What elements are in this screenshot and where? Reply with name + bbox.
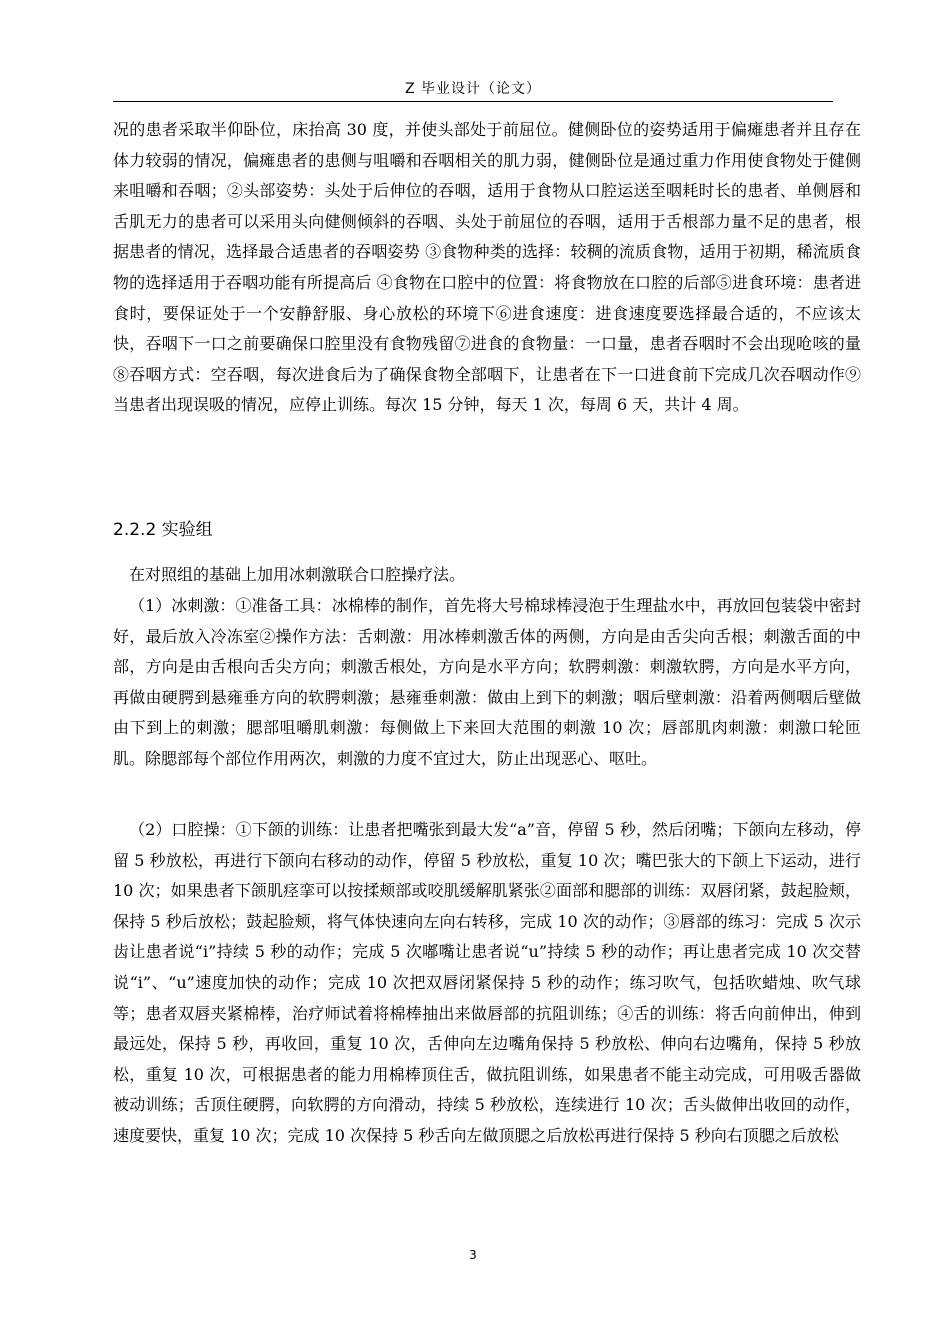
paragraph-text: 况的患者采取半仰卧位，床抬高 30 度，并使头部处于前屈位。健侧卧位的姿势适用于偏瘫患者并且存在体力较弱的情况，偏瘫患者的患侧与咀嚼和吞咽相关的肌力弱，健侧卧位是通过重力作用使食物处于健侧来咀嚼和吞咽；②头部姿势：头处于后伸位的吞咽，适用于食物从口腔运送至咽耗时长的患者、单侧唇和舌肌无力的患者可以采用头向健侧倾斜的吞咽、头处于前屈位的吞咽，适用于舌根部力量不足的患者，根据患者的情况，选择最合适患者的吞咽姿势 ③食物种类的选择：较稠的流质食物，适用于初期，稀流质食物的选择适用于吞咽功能有所提高后 ④食物在口腔中的位置：将食物放在口腔的后部⑤进食环境：患者进食时，要保证处于一个安静舒服、身心放松的环境下⑥进食速度：进食速度要选择最合适的，不应该太快，吞咽下一口之前要确保口腔里没有食物残留⑦进食的食物量：一口量，患者吞咽时不会出现呛咳的量⑧吞咽方式：空吞咽，每次进食后为了确保食物全部咽下，让患者在下一口进食前下完成几次吞咽动作⑨当患者出现误吸的情况，应停止训练。每次 15 分钟，每天 1 次，每周 6 天，共计 4 周。 <box>113 120 861 415</box>
paragraph-text: （2）口腔操：①下颌的训练：让患者把嘴张到最大发“a”音，停留 5 秒，然后闭嘴；下颌向左移动，停留 5 秒放松，再进行下颌向右移动的动作，停留 5 秒放松，重复 10 次；嘴巴张大的下颌上下运动，进行 10 次；如果患者下颌肌痉挛可以按揉颊部或咬肌缓解肌紧张②面部和腮部的训练：双唇闭紧，鼓起脸颊，保持 5 秒后放松；鼓起脸颊，将气体快速向左向右转移，完成 10 次的动作；③唇部的练习：完成 5 次示齿让患者说“i”持续 5 秒的动作；完成 5 次嘟嘴让患者说“u”持续 5 秒的动作；再让患者完成 10 次交替说“i”、“u”速度加快的动作；完成 10 次把双唇闭紧保持 5 秒的动作；练习吹气，包括吹蜡烛、吹气球等；患者双唇夹紧棉棒，治疗师试着将棉棒抽出来做唇部的抗阻训练；④舌的训练：将舌向前伸出，伸到最远处，保持 5 秒，再收回，重复 10 次，舌伸向左边嘴角保持 5 秒放松、伸向右边嘴角，保持 5 秒放松，重复 10 次，可根据患者的能力用棉棒顶住舌，做抗阻训练，如果患者不能主动完成，可用吸舌器做被动训练；舌顶住硬腭，向软腭的方向滑动，持续 5 秒放松，连续进行 10 次；舌头做伸出收回的动作，速度要快，重复 10 次；完成 10 次保持 5 秒舌向左做顶腮之后放松再进行保持 5 秒向右顶腮之后放松 <box>113 820 867 1145</box>
page-number: 3 <box>469 1248 477 1262</box>
paragraph-control-group-continued <box>113 115 861 421</box>
paragraph-intro <box>113 560 861 591</box>
section-heading: 2.2.2 实验组 <box>113 520 213 540</box>
paragraph-ice-stimulation <box>113 591 861 775</box>
paragraph-text: 在对照组的基础上加用冰刺激联合口腔操疗法。 <box>129 565 466 584</box>
running-header: Z 毕业设计（论文） <box>404 81 542 97</box>
paragraph-text: （1）冰刺激：①准备工具：冰棉棒的制作，首先将大号棉球棒浸泡于生理盐水中，再放回包装袋中密封好，最后放入冷冻室②操作方法：舌刺激：用冰棒刺激舌体的两侧，方向是由舌尖向舌根；刺激舌面的中部，方向是由舌根向舌尖方向；刺激舌根处，方向是水平方向；软腭刺激：刺激软腭，方向是水平方向，再做由硬腭到悬雍垂方向的软腭刺激；悬雍垂刺激：做由上到下的刺激；咽后壁刺激：沿着两侧咽后壁做由下到上的刺激；腮部咀嚼肌刺激：每侧做上下来回大范围的刺激 10 次；唇部肌肉刺激：刺激口轮匝肌。除腮部每个部位作用两次，刺激的力度不宜过大，防止出现恶心、呕吐。 <box>113 596 861 768</box>
paragraph-oral-exercise <box>113 815 867 1152</box>
header-rule <box>113 101 833 102</box>
